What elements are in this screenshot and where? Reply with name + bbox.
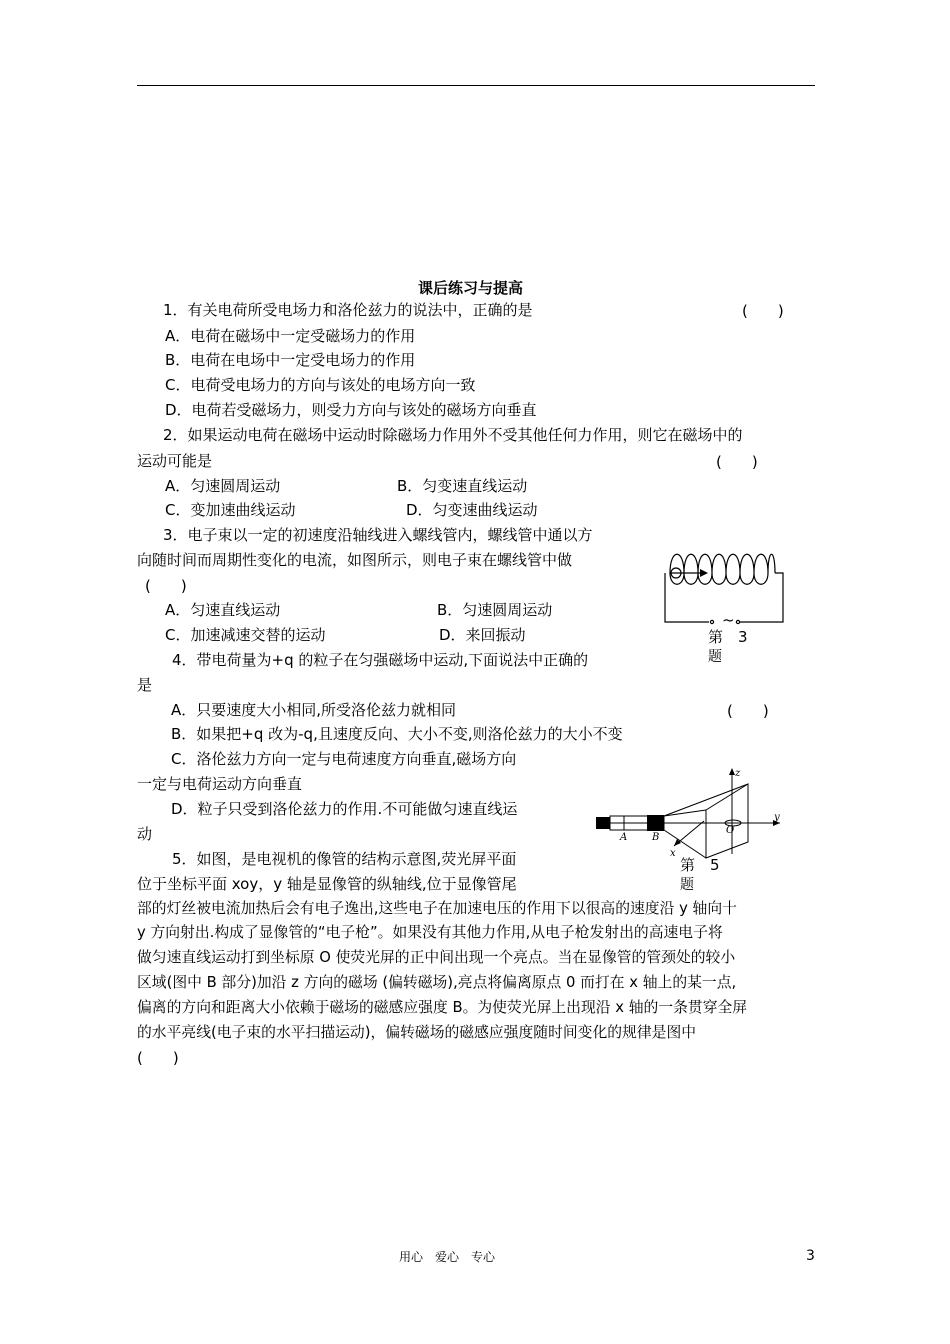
q3-figure-caption-2: 题: [708, 649, 722, 665]
q1-option-d: D．电荷若受磁场力，则受力方向与该处的磁场方向垂直: [165, 401, 537, 419]
q5-line1: 5．如图，是电视机的像管的结构示意图,荧光屏平面: [172, 850, 517, 868]
fig5-label-z: z: [735, 768, 741, 779]
q3-option-b: B．匀速圆周运动: [437, 601, 553, 619]
q4-option-c-line1: C．洛伦兹力方向一定与电荷速度方向垂直,磁场方向: [171, 750, 517, 768]
q4-option-b: B．如果把+q 改为-q,且速度反向、大小不变,则洛伦兹力的大小不变: [171, 725, 623, 743]
q1-option-c: C．电荷受电场力的方向与该处的电场方向一致: [165, 376, 476, 394]
q3-option-d: D．来回振动: [439, 626, 526, 644]
q3-ac-source-symbol: ~: [722, 611, 735, 629]
fig5-label-y: y: [774, 812, 780, 823]
q4-stem-line2: 是: [137, 676, 153, 694]
q5-line7: 偏离的方向和距离大小依赖于磁场的磁感应强度 B。为使荧光屏上出现沿 x 轴的一条贯穿全屏: [137, 999, 748, 1016]
q3-figure-caption-1: 第 3: [708, 628, 748, 646]
q1-answer-paren: ( ): [742, 302, 784, 320]
arrow-icon: [700, 569, 708, 577]
q5-line8: 的水平亮线(电子束的水平扫描运动)，偏转磁场的磁感应强度随时间变化的规律是图中: [137, 1024, 697, 1041]
q4-option-a: A．只要速度大小相同,所受洛伦兹力就相同: [171, 701, 457, 719]
q2-stem-line1: 2．如果运动电荷在磁场中运动时除磁场力作用外不受其他任何力作用，则它在磁场中的: [163, 426, 743, 444]
q1-stem: 1．有关电荷所受电场力和洛伦兹力的说法中，正确的是: [163, 301, 533, 319]
q4-answer-paren: ( ): [727, 702, 769, 720]
section-title: 课后练习与提高: [418, 279, 524, 297]
q4-option-c-line2: 一定与电荷运动方向垂直: [137, 775, 303, 793]
q4-option-d-line1: D．粒子只受到洛伦兹力的作用.不可能做匀速直线运: [171, 800, 518, 818]
q2-stem-line2: 运动可能是: [137, 452, 213, 470]
q5-line6: 区域(图中 B 部分)加沿 z 方向的磁场 (偏转磁场),亮点将偏离原点 0 而打在 x 轴上的某一点,: [137, 974, 737, 991]
q5-figure-caption-1: 第 5: [680, 856, 720, 874]
q4-stem-line1: 4．带电荷量为+q 的粒子在匀强磁场中运动,下面说法中正确的: [172, 651, 589, 669]
fig5-label-a: A: [620, 832, 628, 843]
q4-option-d-line2: 动: [137, 825, 153, 843]
q2-option-c: C．变加速曲线运动: [165, 501, 296, 519]
q5-line3: 部的灯丝被电流加热后会有电子逸出,这些电子在加速电压的作用下以很高的速度沿 y 轴向十: [137, 900, 737, 917]
q1-option-b: B．电荷在电场中一定受电场力的作用: [165, 351, 416, 369]
fig5-label-o: O: [726, 825, 735, 836]
q5-line5: 做匀速直线运动打到坐标原 O 使荧光屏的正中间出现一个亮点。当在显像管的管颈处的较小: [137, 949, 736, 966]
q5-answer-paren: ( ): [137, 1049, 179, 1067]
page-number: 3: [806, 1248, 815, 1264]
header-rule: [137, 85, 815, 86]
q2-option-b: B．匀变速直线运动: [397, 477, 528, 495]
picture-tube-figure: [588, 766, 788, 860]
q1-option-a: A．电荷在磁场中一定受磁场力的作用: [165, 327, 416, 345]
q3-stem-line2: 向随时间而周期性变化的电流，如图所示，则电子束在螺线管中做: [137, 551, 573, 569]
q3-option-a: A．匀速直线运动: [165, 601, 281, 619]
q3-answer-paren: ( ): [145, 577, 187, 595]
q2-option-a: A．匀速圆周运动: [165, 477, 281, 495]
q5-line4: y 方向射出.构成了显像管的“电子枪”。如果没有其他力作用,从电子枪发射出的高速电子将: [137, 924, 723, 941]
fig5-label-x: x: [670, 848, 676, 859]
q2-answer-paren: ( ): [716, 453, 758, 471]
footer-motto: 用心 爱心 专心: [399, 1250, 496, 1264]
q3-stem-line1: 3．电子束以一定的初速度沿轴线进入螺线管内，螺线管中通以方: [163, 526, 593, 544]
q5-line2: 位于坐标平面 xoy，y 轴是显像管的纵轴线,位于显像管尾: [137, 875, 517, 893]
q3-option-c: C．加速减速交替的运动: [165, 626, 326, 644]
q2-option-d: D．匀变速曲线运动: [406, 501, 538, 519]
fig5-label-b: B: [652, 832, 660, 843]
q5-figure-caption-2: 题: [680, 877, 694, 893]
